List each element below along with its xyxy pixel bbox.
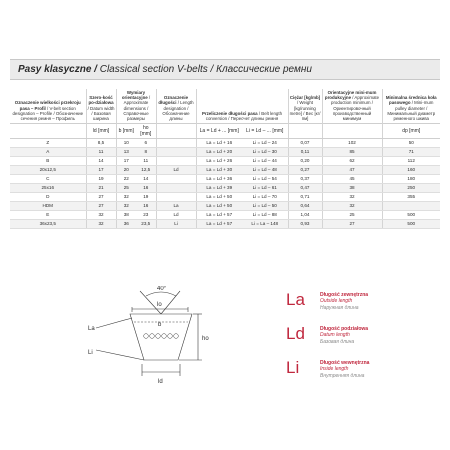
table-cell <box>156 139 196 148</box>
table-cell: 20 <box>116 166 136 175</box>
table-cell: La = Ld + 20 <box>196 148 242 157</box>
table-cell: 500 <box>382 211 440 220</box>
table-cell: 14 <box>86 157 116 166</box>
table-cell: 32 <box>86 211 116 220</box>
header-production-minimum: Orientacyjne mini-mum produkcyjne / Approximate production minimum / Ориентировочный производственный минимум <box>322 89 382 124</box>
table-cell: 160 <box>382 166 440 175</box>
table-cell: La = Ld + 57 <box>196 220 242 229</box>
table-cell: B <box>10 157 86 166</box>
title-bar <box>10 59 440 80</box>
table-cell: 11 <box>136 157 156 166</box>
table-cell: 17 <box>86 166 116 175</box>
li-label: Li <box>88 350 93 356</box>
table-cell: 8 <box>136 148 156 157</box>
table-cell: D <box>10 193 86 202</box>
table-cell: 19 <box>136 193 156 202</box>
table-cell: 21 <box>86 184 116 193</box>
table-cell: 47 <box>322 166 382 175</box>
belt-table <box>10 89 440 229</box>
legend-symbol: La <box>286 290 305 309</box>
ld-label: ld <box>158 379 163 385</box>
table-cell: Li = Ld – 30 <box>242 148 288 157</box>
table-cell <box>156 175 196 184</box>
table-cell: La = Ld + 26 <box>196 157 242 166</box>
table-row <box>10 184 440 193</box>
table-cell: 27 <box>86 193 116 202</box>
legend-english: Datum length <box>320 332 350 339</box>
sub-b: b [mm] <box>116 124 136 139</box>
header-dimensions: Wymiary orientacyjne / Approximate dimensions / Справочные размеры <box>116 89 156 124</box>
table-cell: 25 <box>322 211 382 220</box>
table-cell: 32 <box>322 202 382 211</box>
legend-polish: Długość wewnętrzna <box>320 360 370 366</box>
table-cell: 32 <box>116 202 136 211</box>
header-length-conversion: Przeliczenie długości pasa / Belt length conversion / Пересчет длины ремня <box>196 89 288 124</box>
table-cell: Z <box>10 139 86 148</box>
table-cell: 0,93 <box>288 220 322 229</box>
legend-item-datum-length <box>286 325 446 355</box>
table-cell: La = Ld + 36 <box>196 175 242 184</box>
table-cell: 27 <box>86 202 116 211</box>
sub-conv-la: La = Ld + ... [mm] <box>196 124 242 139</box>
table-cell: 13 <box>116 148 136 157</box>
table-cell: 85 <box>322 148 382 157</box>
table-cell: Li = Ld – 44 <box>242 157 288 166</box>
sub-dp: dp [mm] <box>382 124 440 139</box>
table-row <box>10 139 440 148</box>
table-cell: La = Ld + 50 <box>196 193 242 202</box>
table-cell: La = Ld + 30 <box>196 166 242 175</box>
table-cell: 19 <box>86 175 116 184</box>
table-cell: 36x23,5 <box>10 220 86 229</box>
length-legend <box>286 291 446 393</box>
table-cell: 0,64 <box>288 202 322 211</box>
legend-russian: Внутренняя длина <box>320 372 365 379</box>
table-cell: La = Ld + 57 <box>196 211 242 220</box>
table-cell: 112 <box>382 157 440 166</box>
table-cell: 180 <box>382 175 440 184</box>
header-min-pulley-diameter: Minimalna średnica koła pasowego / Mini-mum pulley diameter / Минимальный диаметр ременного шкива <box>382 89 440 124</box>
table-cell: Li = Ld – 50 <box>242 202 288 211</box>
belt-cross-section-diagram <box>60 286 260 396</box>
table-cell: 17 <box>116 157 136 166</box>
header-datum-width: Szero-kość po-działowa / Datum width / Базовая ширина <box>86 89 116 124</box>
table-row <box>10 157 440 166</box>
table-cell: Li = Ld – 48 <box>242 166 288 175</box>
table-cell: 22 <box>116 175 136 184</box>
table-cell: 71 <box>382 148 440 157</box>
table-cell: Li <box>156 220 196 229</box>
table-cell: 32 <box>116 193 136 202</box>
title-polish: Pasy klasyczne / <box>18 64 97 75</box>
legend-russian: Базовая длина <box>320 338 355 345</box>
sub-ld: ld [mm] <box>86 124 116 139</box>
sub-empty <box>156 124 196 139</box>
table-cell: 32 <box>86 220 116 229</box>
table-cell: 36 <box>116 220 136 229</box>
table-row <box>10 193 440 202</box>
table-cell: Li = Ld – 70 <box>242 193 288 202</box>
sub-empty <box>288 124 322 139</box>
b-label: b <box>158 322 162 328</box>
title-translations: Classical section V-belts / Классические ремни <box>96 64 312 75</box>
table-row <box>10 148 440 157</box>
table-row <box>10 202 440 211</box>
table-cell <box>156 148 196 157</box>
table-cell: 32 <box>322 193 382 202</box>
table-cell: Ld <box>156 166 196 175</box>
table-cell: C <box>10 175 86 184</box>
table-cell: 0,37 <box>288 175 322 184</box>
table-cell: Li = Ld – 24 <box>242 139 288 148</box>
table-cell <box>156 193 196 202</box>
header-length-designation: Oznaczenie długości / Length designation / Обозначение длины <box>156 89 196 124</box>
table-cell: 8,5 <box>86 139 116 148</box>
page-title <box>18 64 312 75</box>
table-cell: 250 <box>382 184 440 193</box>
table-row <box>10 211 440 220</box>
table-cell: 102 <box>322 139 382 148</box>
table-cell: 500 <box>382 220 440 229</box>
table-cell: 355 <box>382 193 440 202</box>
table-cell: 0,27 <box>288 166 322 175</box>
table-cell: 6 <box>136 139 156 148</box>
table-cell: 16 <box>136 184 156 193</box>
la-label: La <box>88 326 95 332</box>
table-cell: 23,5 <box>136 220 156 229</box>
table-cell: 27 <box>322 220 382 229</box>
table-cell: Li = La – 148 <box>242 220 288 229</box>
table-row <box>10 166 440 175</box>
table-cell: 20x12,5 <box>10 166 86 175</box>
table-cell: 25 <box>116 184 136 193</box>
table-cell: 23 <box>136 211 156 220</box>
table-cell: 10 <box>116 139 136 148</box>
legend-polish: Długość podziałowa <box>320 326 369 332</box>
table-cell: 1,04 <box>288 211 322 220</box>
table-row <box>10 220 440 229</box>
table-cell <box>382 202 440 211</box>
table-cell: 0,47 <box>288 184 322 193</box>
lo-label: lo <box>157 302 162 308</box>
table-cell <box>156 184 196 193</box>
table-cell: Li = Ld – 61 <box>242 184 288 193</box>
table-cell <box>156 157 196 166</box>
table-cell: 16 <box>136 202 156 211</box>
sub-ho: ho [mm] <box>136 124 156 139</box>
table-cell: 0,20 <box>288 157 322 166</box>
legend-symbol: Ld <box>286 324 305 343</box>
sub-conv-li: Li = Ld – ... [mm] <box>242 124 288 139</box>
table-cell: 38 <box>116 211 136 220</box>
table-cell: La = Ld + 50 <box>196 202 242 211</box>
legend-russian: Наружная длина <box>320 304 359 311</box>
table-cell: 25x16 <box>10 184 86 193</box>
table-cell: Li = Ld – 54 <box>242 175 288 184</box>
table-cell: 0,11 <box>288 148 322 157</box>
table-cell: La = Ld + 39 <box>196 184 242 193</box>
ho-label: ho <box>202 336 209 342</box>
table-cell: HDM <box>10 202 86 211</box>
table-cell: 45 <box>322 175 382 184</box>
table-cell: 0,07 <box>288 139 322 148</box>
legend-english: Outside length <box>320 298 353 305</box>
table-cell: A <box>10 148 86 157</box>
sub-empty <box>10 124 86 139</box>
legend-item-outside-length <box>286 291 446 321</box>
legend-polish: Długość zewnętrzna <box>320 292 369 298</box>
table-cell: Ld <box>156 211 196 220</box>
legend-english: Inside length <box>320 366 349 373</box>
table-cell: 50 <box>382 139 440 148</box>
table-cell: 14 <box>136 175 156 184</box>
table-cell: Li = Ld – 88 <box>242 211 288 220</box>
sub-empty <box>322 124 382 139</box>
table-cell: 62 <box>322 157 382 166</box>
table-cell: E <box>10 211 86 220</box>
table-cell: 0,71 <box>288 193 322 202</box>
table-cell: La <box>156 202 196 211</box>
header-profile: Oznaczenie wielkości przekroju pasa – Profil / V-belt section designation – Profile / Обозначение сечения ремня – Профиль <box>12 100 84 122</box>
legend-symbol: Li <box>286 358 300 377</box>
table-cell: 38 <box>322 184 382 193</box>
table-body <box>10 139 440 229</box>
table-cell: La = Ld + 16 <box>196 139 242 148</box>
table-subheader-row <box>10 124 440 139</box>
angle-label: 40° <box>157 286 167 292</box>
table-cell: 11 <box>86 148 116 157</box>
table-row <box>10 175 440 184</box>
legend-item-inside-length <box>286 359 446 389</box>
table-header-row <box>10 89 440 124</box>
header-weight: Ciężar [kg/mb] / Weight [kg/running metre] / Вес [кг/пм] <box>288 89 322 124</box>
table-cell: 12,5 <box>136 166 156 175</box>
